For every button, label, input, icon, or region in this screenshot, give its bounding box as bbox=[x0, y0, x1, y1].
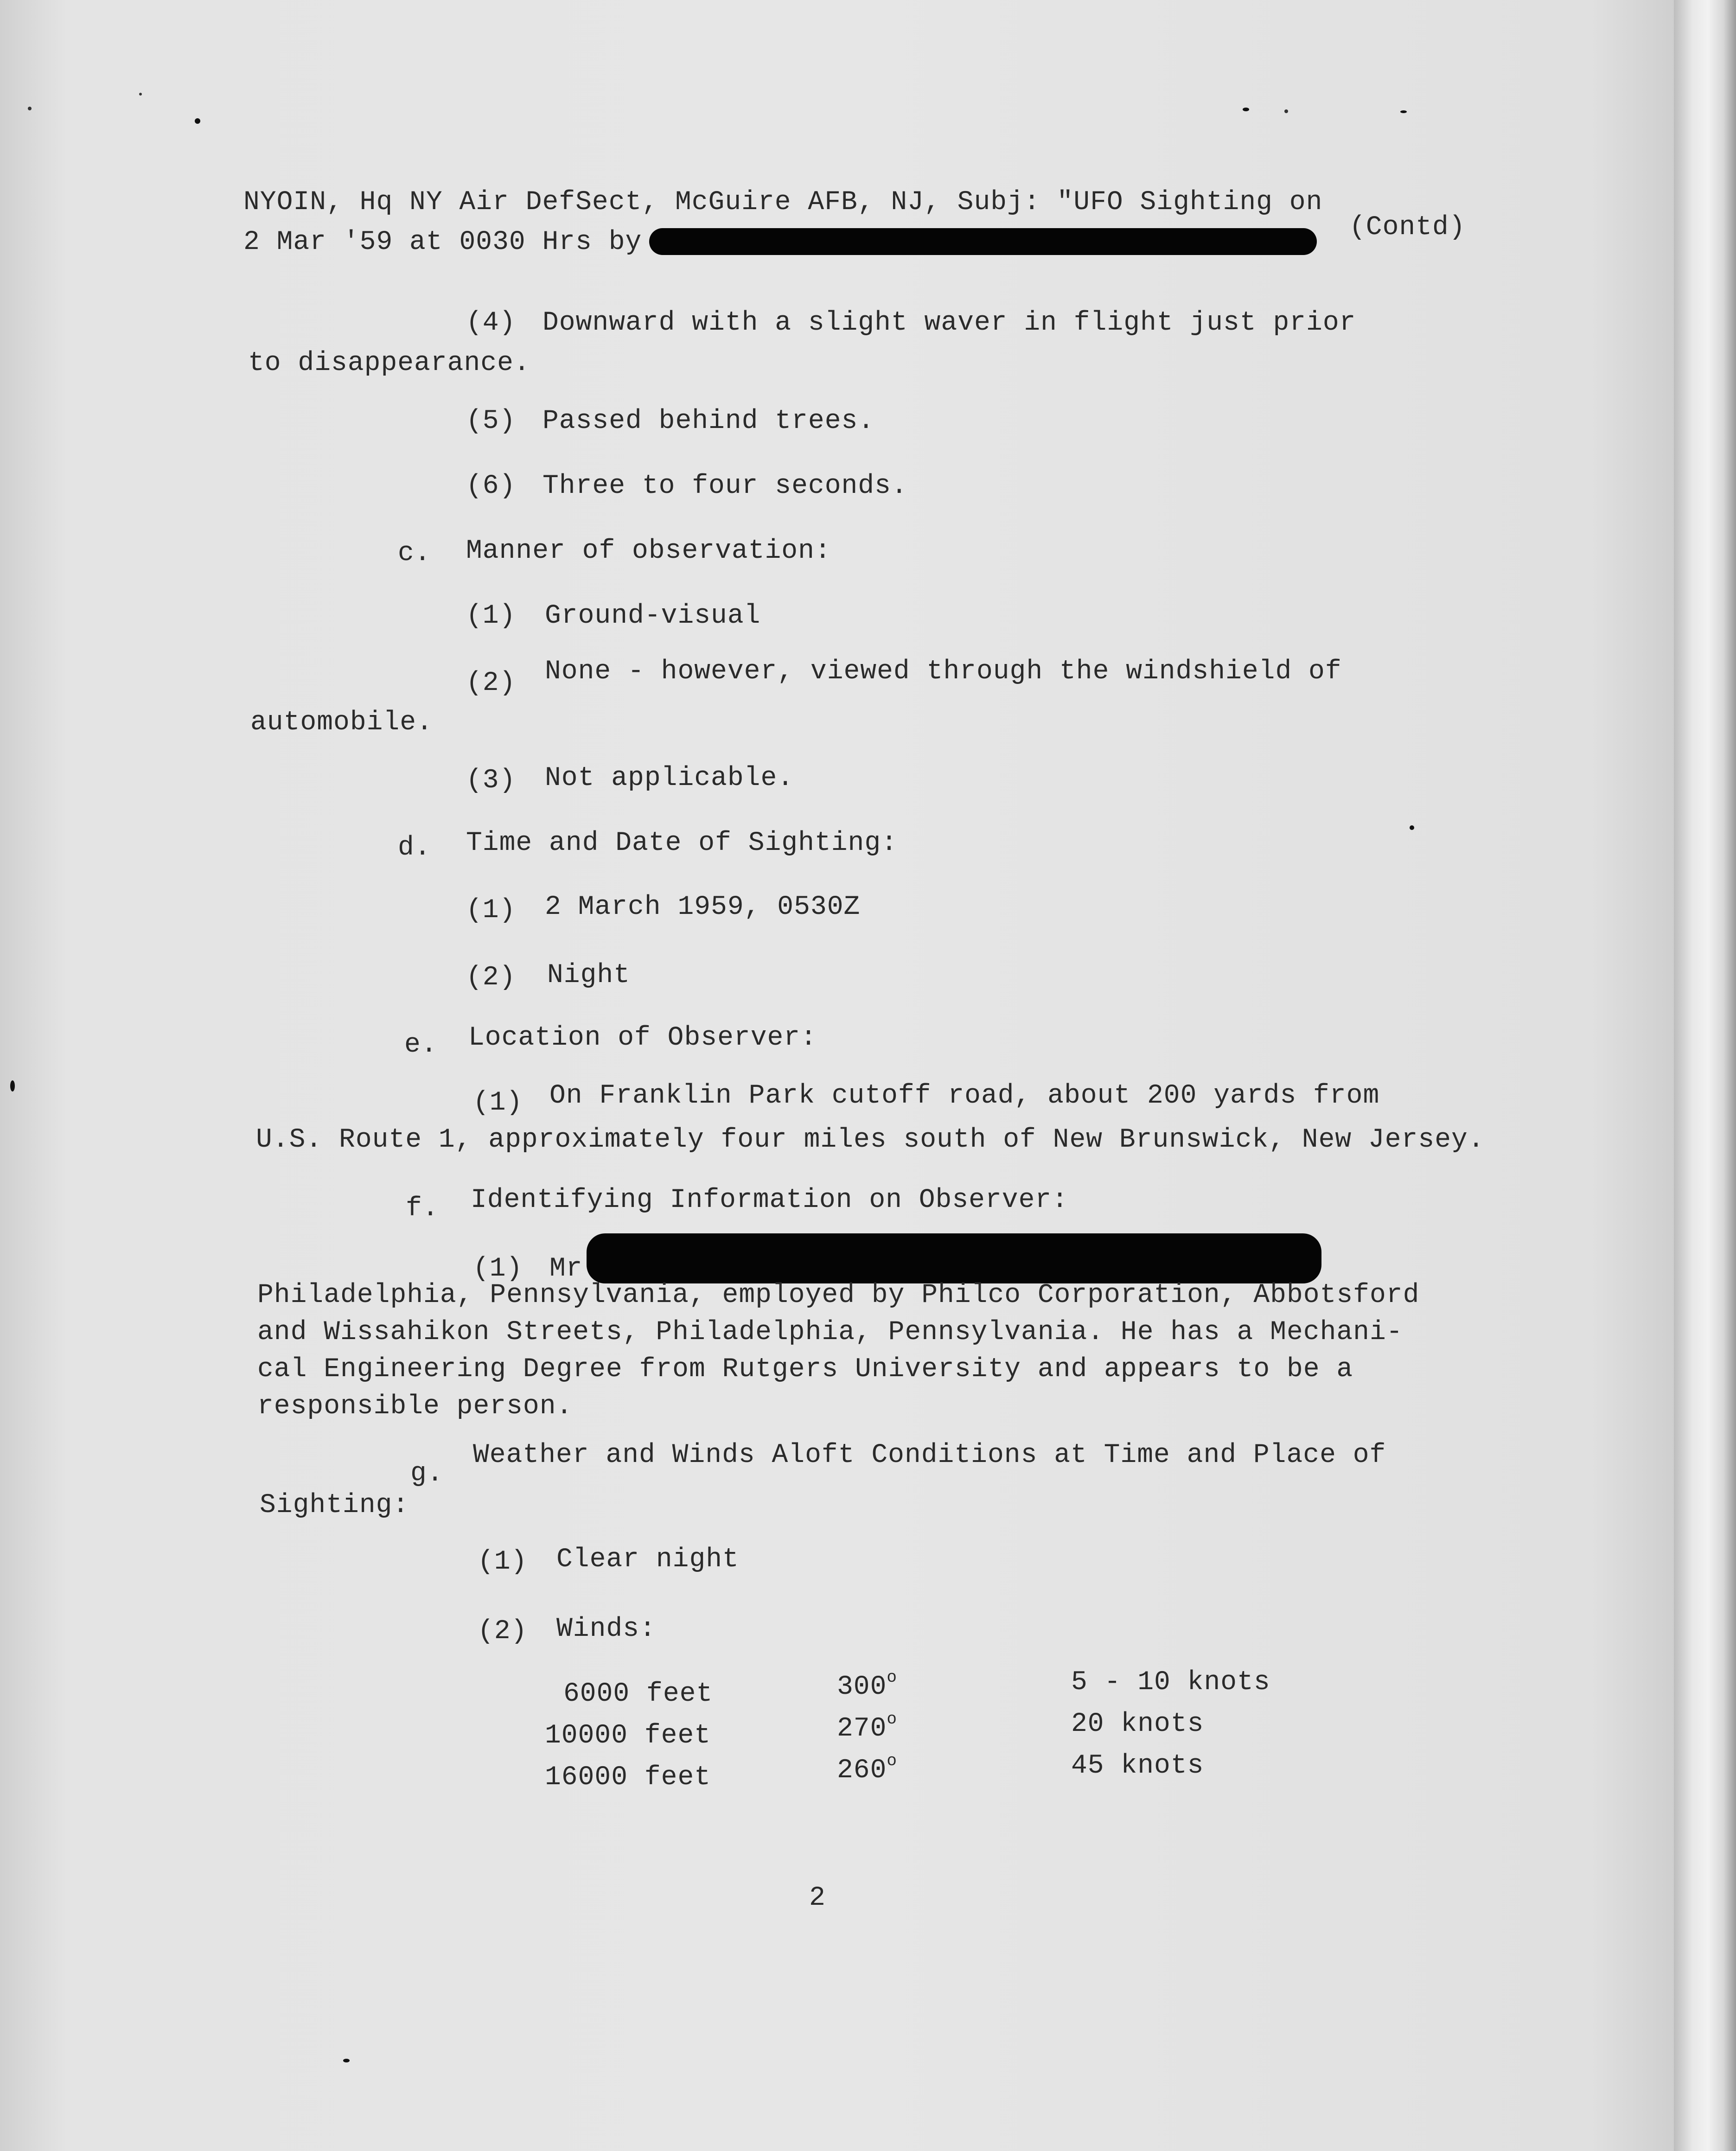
item-text: Passed behind trees. bbox=[542, 406, 875, 436]
wind-direction: 260$^o$ bbox=[837, 1751, 898, 1786]
section-letter: c. bbox=[398, 538, 431, 568]
scan-speck bbox=[139, 93, 142, 96]
wind-speed: 20 knots bbox=[1071, 1709, 1204, 1739]
degree-symbol: o bbox=[887, 1751, 898, 1770]
wind-speed: 5 - 10 knots bbox=[1071, 1667, 1270, 1698]
degree-symbol: o bbox=[887, 1710, 898, 1729]
item-text: Clear night bbox=[556, 1545, 739, 1575]
item-continuation: cal Engineering Degree from Rutgers University and appears to be a bbox=[257, 1354, 1353, 1385]
page-number: 2 bbox=[809, 1883, 826, 1913]
item-continuation: Philadelphia, Pennsylvania, employed by Philco Corporation, Abbotsford bbox=[257, 1280, 1420, 1310]
redaction-bar bbox=[587, 1233, 1321, 1283]
item-text: Ground-visual bbox=[545, 601, 761, 631]
scan-speck bbox=[1410, 825, 1414, 830]
item-number: (4) bbox=[466, 308, 516, 338]
item-text: 2 March 1959, 0530Z bbox=[545, 892, 861, 922]
section-heading: Manner of observation: bbox=[466, 536, 831, 566]
section-heading: Location of Observer: bbox=[468, 1023, 817, 1053]
degree-symbol: o bbox=[887, 1668, 898, 1687]
scan-speck bbox=[1400, 110, 1407, 113]
item-number: (2) bbox=[466, 668, 516, 698]
item-number: (3) bbox=[466, 766, 516, 796]
item-continuation: to disappearance. bbox=[248, 348, 530, 378]
item-text: Three to four seconds. bbox=[542, 471, 908, 501]
item-text: Night bbox=[547, 960, 631, 990]
item-text: Winds: bbox=[556, 1614, 656, 1644]
item-text: None - however, viewed through the windshield of bbox=[545, 657, 1342, 687]
wind-direction: 270$^o$ bbox=[837, 1710, 898, 1744]
item-number: (1) bbox=[478, 1547, 528, 1577]
scan-speck bbox=[1243, 108, 1249, 111]
item-text: Not applicable. bbox=[545, 763, 794, 793]
item-continuation: automobile. bbox=[250, 708, 433, 738]
section-heading: Time and Date of Sighting: bbox=[466, 828, 898, 858]
section-letter: f. bbox=[406, 1194, 439, 1224]
item-number: (2) bbox=[478, 1616, 528, 1647]
scan-speck bbox=[10, 1080, 15, 1091]
scan-edge bbox=[1674, 0, 1736, 2151]
header-line-2: 2 Mar '59 at 0030 Hrs by bbox=[243, 227, 642, 257]
wind-altitude: 10000 feet bbox=[545, 1721, 711, 1751]
item-text: On Franklin Park cutoff road, about 200 yards from bbox=[549, 1081, 1380, 1111]
item-continuation: responsible person. bbox=[257, 1391, 573, 1422]
item-continuation: U.S. Route 1, approximately four miles south of New Brunswick, New Jersey. bbox=[256, 1125, 1485, 1155]
item-text: Mr bbox=[549, 1254, 583, 1284]
item-number: (1) bbox=[473, 1088, 523, 1118]
wind-altitude: 6000 feet bbox=[563, 1679, 713, 1709]
item-continuation: and Wissahikon Streets, Philadelphia, Pennsylvania. He has a Mechani- bbox=[257, 1317, 1403, 1347]
header-line-1: NYOIN, Hq NY Air DefSect, McGuire AFB, NJ, Subj: "UFO Sighting on bbox=[243, 187, 1323, 217]
scan-speck bbox=[1284, 109, 1288, 113]
contd-label: (Contd) bbox=[1349, 212, 1466, 243]
section-letter: d. bbox=[398, 833, 431, 863]
scan-speck bbox=[343, 2059, 350, 2062]
section-heading: Weather and Winds Aloft Conditions at Time and Place of bbox=[473, 1440, 1386, 1470]
item-number: (1) bbox=[466, 601, 516, 631]
section-letter: g. bbox=[410, 1459, 444, 1489]
wind-speed: 45 knots bbox=[1071, 1751, 1204, 1781]
item-number: (5) bbox=[466, 406, 516, 436]
item-number: (6) bbox=[466, 471, 516, 501]
scan-speck bbox=[28, 107, 32, 110]
scan-speck bbox=[195, 118, 200, 124]
section-letter: e. bbox=[404, 1030, 438, 1060]
redaction-bar bbox=[649, 228, 1317, 255]
item-number: (1) bbox=[473, 1254, 523, 1284]
item-number: (1) bbox=[466, 895, 516, 926]
item-text: Downward with a slight waver in flight just prior bbox=[542, 308, 1356, 338]
wind-direction: 300$^o$ bbox=[837, 1668, 898, 1702]
wind-altitude: 16000 feet bbox=[545, 1762, 711, 1793]
item-continuation: Sighting: bbox=[260, 1490, 409, 1520]
item-number: (2) bbox=[466, 963, 516, 993]
section-heading: Identifying Information on Observer: bbox=[471, 1185, 1069, 1215]
